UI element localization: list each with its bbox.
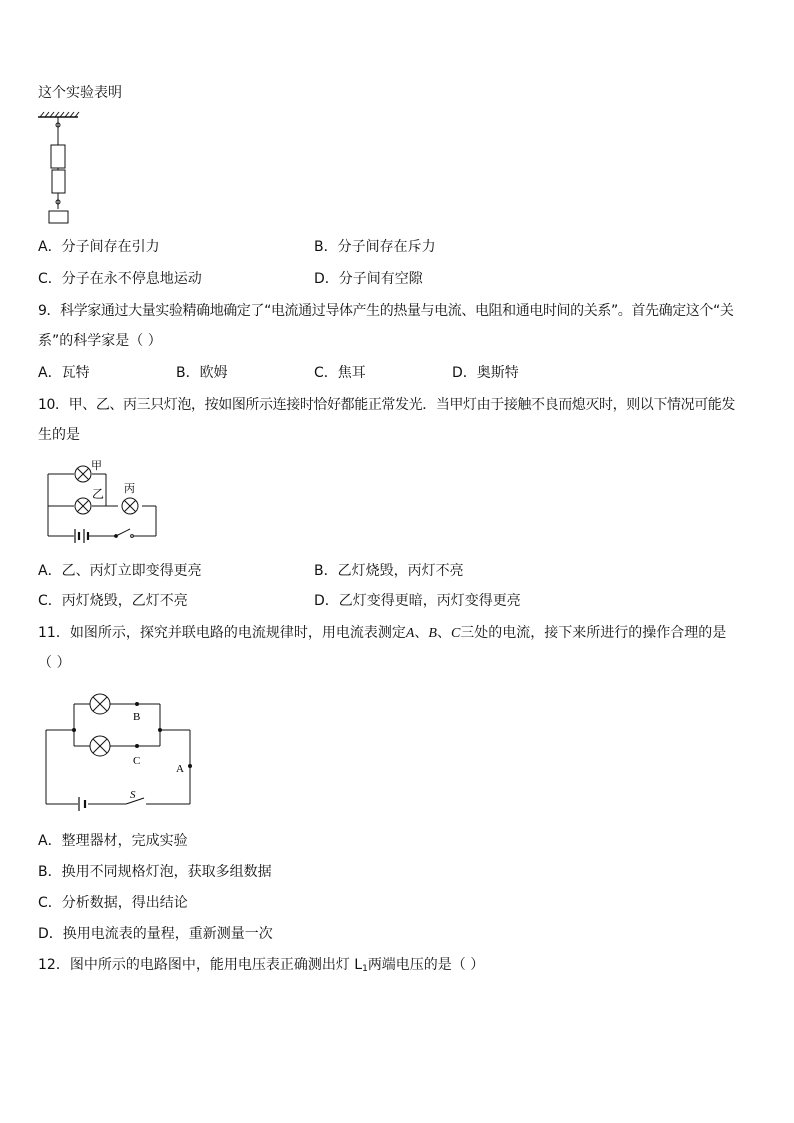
q10-stem-line1: 10．甲、乙、丙三只灯泡，按如图所示连接时恰好都能正常发光．当甲灯由于接触不良而熄灭时，则以下情况可能发: [38, 397, 736, 413]
q12-stem: 12．图中所示的电路图中，能用电压表正确测出灯 $L_1$两端电压的是（ ）: [38, 957, 485, 974]
q11-label-c: C: [133, 755, 141, 767]
q8-option-d: D．分子间有空隙: [314, 271, 423, 287]
q11-label-b: B: [133, 711, 141, 723]
q11-option-b: B．换用不同规格灯泡，获取多组数据: [38, 864, 272, 880]
q8-stem-tail: 这个实验表明: [38, 85, 122, 101]
q11-stem-line1: 11．如图所示，探究并联电路的电流规律时，用电流表测定A、B、C三处的电流，接下来所进行的操作合理的是: [38, 625, 727, 641]
q9-option-d: D．奥斯特: [452, 365, 519, 381]
q10-circuit-figure: [44, 458, 162, 550]
q9-stem-line2: 系”的科学家是（ ）: [38, 333, 162, 349]
q8-figure-hanging-cylinders: [36, 112, 82, 228]
q9-stem-line1: 9．科学家通过大量实验精确地确定了“电流通过导体产生的热量与电流、电阻和通电时间的关系”。首先确定这个“关: [38, 303, 734, 319]
q10-option-d: D．乙灯变得更暗，丙灯变得更亮: [314, 593, 521, 609]
q11-label-a: A: [176, 763, 184, 775]
q10-option-b: B．乙灯烧毁，丙灯不亮: [314, 563, 464, 579]
q11-option-c: C．分析数据，得出结论: [38, 895, 188, 911]
q11-circuit-figure: [42, 686, 196, 808]
q11-switch-label: S: [130, 789, 136, 801]
q8-option-a: A．分子间存在引力: [38, 239, 160, 255]
q9-option-c: C．焦耳: [314, 365, 366, 381]
q8-option-c: C．分子在永不停息地运动: [38, 271, 202, 287]
q10-stem-line2: 生的是: [38, 427, 80, 443]
q10-lamp-yi-label: 乙: [92, 487, 105, 501]
q10-lamp-jia-label: 甲: [91, 459, 102, 472]
q11-stem-line2: （ ）: [38, 655, 71, 671]
q10-lamp-bing-label: 丙: [124, 482, 135, 495]
q11-option-a: A．整理器材，完成实验: [38, 833, 188, 849]
q9-option-b: B．欧姆: [176, 365, 228, 381]
q11-option-d: D．换用电流表的量程，重新测量一次: [38, 926, 273, 942]
q10-option-c: C．丙灯烧毁，乙灯不亮: [38, 593, 188, 609]
q10-option-a: A．乙、丙灯立即变得更亮: [38, 563, 202, 579]
q8-option-b: B．分子间存在斥力: [314, 239, 436, 255]
q9-option-a: A．瓦特: [38, 365, 90, 381]
